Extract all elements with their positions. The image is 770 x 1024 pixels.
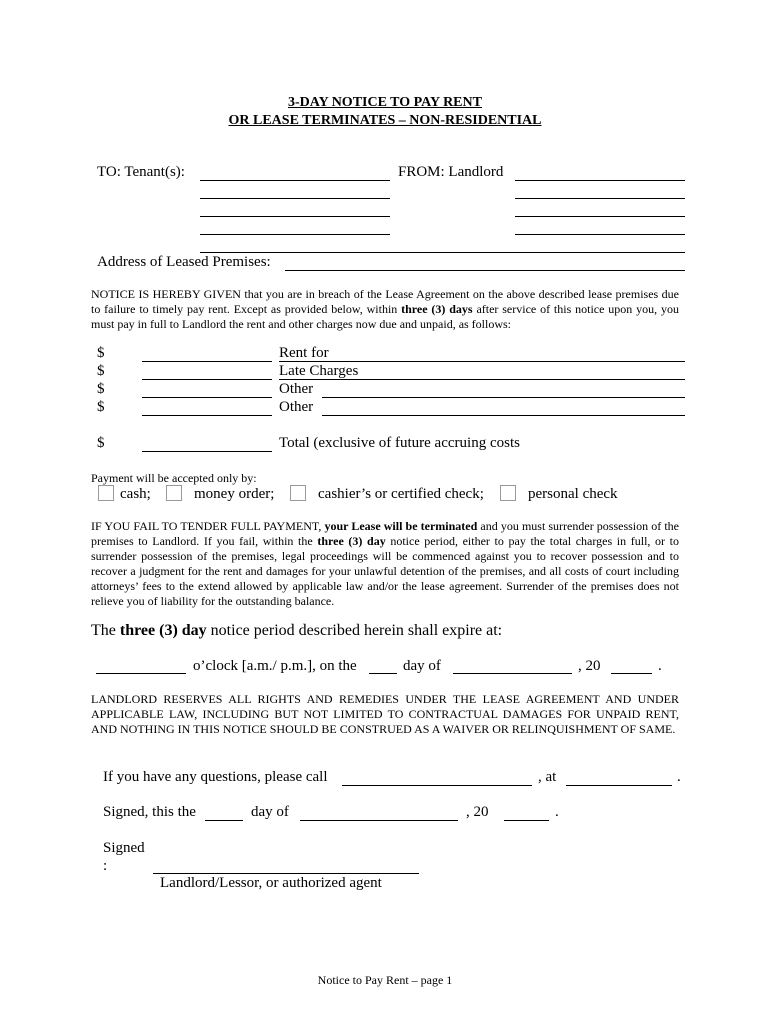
landlord-name-line-2[interactable] [515, 198, 685, 199]
questions-at-label: , at [538, 769, 557, 785]
dollar-sign-total: $ [97, 435, 105, 451]
questions-label: If you have any questions, please call [103, 769, 328, 785]
from-landlord-label: FROM: Landlord [398, 164, 504, 180]
total-amount-line[interactable] [142, 451, 272, 452]
notice-paragraph: NOTICE IS HEREBY GIVEN that you are in breach of the Lease Agreement on the above described lease premises due to failure to timely pay rent. Except as provided below, within three (3) days after service of this notice upon you, you must pay in full to Landlord the rent and other charges now due and unpaid, as follows: [91, 287, 679, 331]
tenant-name-line-3[interactable] [200, 216, 390, 217]
dollar-sign-4: $ [97, 399, 105, 415]
address-line[interactable] [285, 270, 685, 271]
expire-year-prefix: , 20 [578, 658, 601, 674]
tenant-name-line-2[interactable] [200, 198, 390, 199]
signed-year-line[interactable] [504, 820, 549, 821]
personal-check-label: personal check [528, 486, 618, 502]
questions-phone-line[interactable] [566, 785, 672, 786]
signed-this-label: Signed, this the [103, 804, 196, 820]
cash-label: cash; [120, 486, 151, 502]
title-line-1: 3-DAY NOTICE TO PAY RENT [288, 95, 482, 110]
signed-label: Signed [103, 840, 145, 856]
other-desc-line-1[interactable] [322, 397, 685, 398]
other-desc-line-2[interactable] [322, 415, 685, 416]
questions-name-line[interactable] [342, 785, 532, 786]
signature-line[interactable] [153, 873, 419, 874]
signed-day-line[interactable] [205, 820, 243, 821]
expire-day-of-label: day of [403, 658, 441, 674]
other-amount-line-2[interactable] [142, 415, 272, 416]
expire-time-line[interactable] [96, 673, 186, 674]
signed-period: . [555, 804, 559, 820]
page-footer: Notice to Pay Rent – page 1 [317, 973, 453, 987]
address-extra-line[interactable] [200, 252, 685, 253]
rent-for-line[interactable] [279, 361, 685, 362]
rent-for-label: Rent for [279, 345, 329, 361]
to-tenants-label: TO: Tenant(s): [97, 164, 185, 180]
cashiers-check-checkbox[interactable] [290, 485, 306, 501]
signed-month-line[interactable] [300, 820, 458, 821]
dollar-sign-1: $ [97, 345, 105, 361]
money-order-checkbox[interactable] [166, 485, 182, 501]
tenant-name-line-1[interactable] [200, 180, 390, 181]
personal-check-checkbox[interactable] [500, 485, 516, 501]
signed-year-prefix: , 20 [466, 804, 489, 820]
expire-statement: The three (3) day notice period described herein shall expire at: [91, 622, 503, 639]
address-label: Address of Leased Premises: [97, 254, 271, 270]
other-label-1: Other [279, 381, 314, 397]
payment-label: Payment will be accepted only by: [91, 471, 257, 485]
cashiers-check-label: cashier’s or certified check; [318, 486, 484, 502]
dollar-sign-3: $ [97, 381, 105, 397]
expire-period: . [658, 658, 662, 674]
late-charges-label: Late Charges [279, 363, 359, 379]
cash-checkbox[interactable] [98, 485, 114, 501]
dollar-sign-2: $ [97, 363, 105, 379]
expire-month-line[interactable] [453, 673, 572, 674]
questions-period: . [677, 769, 681, 785]
expire-day-line[interactable] [369, 673, 397, 674]
failure-paragraph: IF YOU FAIL TO TENDER FULL PAYMENT, your Lease will be terminated and you must surrender possession of the premises to Landlord. If you fail, within the three (3) day notice period, either to pay the total charges in full, or to surrender possession of the premises, legal proceedings will be commenced against you to recover possession and to recover a judgment for the rent and damages for your unlawful detention of the premises, and all costs of court including attorneys’ fees to the extend allowed by applicable law and/or the lease agreement. Surrender of the premises does not relieve you of liability for the outstanding balance. [91, 519, 680, 608]
total-label: Total (exclusive of future accruing costs [279, 435, 520, 451]
reserves-paragraph: LANDLORD RESERVES ALL RIGHTS AND REMEDIES UNDER THE LEASE AGREEMENT AND UNDER APPLICABLE LAW, INCLUDING BUT NOT LIMITED TO CONTRACTUAL DAMAGES FOR UNPAID RENT, AND NOTHING IN THIS NOTICE SHOULD BE CONSTRUED AS A WAIVER OR RELINQUISHMENT OF SAME. [91, 692, 679, 736]
landlord-name-line-4[interactable] [515, 234, 685, 235]
oclock-label: o’clock [a.m./ p.m.], on the [193, 658, 357, 674]
late-charges-line[interactable] [279, 379, 685, 380]
landlord-name-line-3[interactable] [515, 216, 685, 217]
tenant-name-line-4[interactable] [200, 234, 390, 235]
rent-amount-line[interactable] [142, 361, 272, 362]
other-amount-line-1[interactable] [142, 397, 272, 398]
late-charges-amount-line[interactable] [142, 379, 272, 380]
expire-year-line[interactable] [611, 673, 652, 674]
landlord-name-line-1[interactable] [515, 180, 685, 181]
money-order-label: money order; [194, 486, 275, 502]
signed-colon: : [103, 858, 108, 874]
other-label-2: Other [279, 399, 314, 415]
title-line-2: OR LEASE TERMINATES – NON-RESIDENTIAL [228, 113, 542, 128]
agent-label: Landlord/Lessor, or authorized agent [160, 875, 382, 891]
signed-day-of-label: day of [251, 804, 289, 820]
